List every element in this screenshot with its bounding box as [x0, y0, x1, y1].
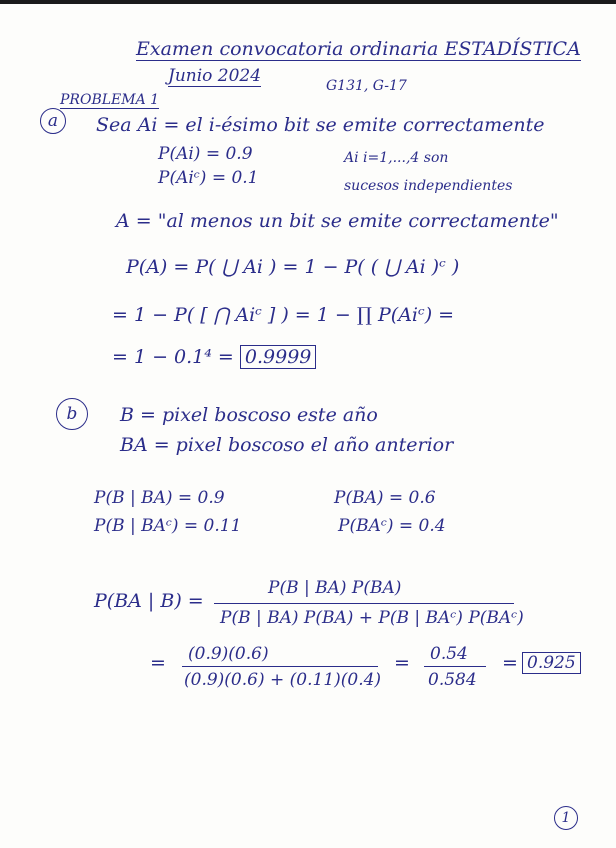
equals-sign-2: = — [394, 652, 410, 674]
event-ba-definition: BA = pixel boscoso el año anterior — [120, 434, 454, 456]
equation-line-3 — [112, 346, 316, 368]
equation-line-2: = 1 − P( [ ⋂ Aiᶜ ] ) = 1 − ∏ P(Aiᶜ) = — [112, 304, 455, 326]
page-number-label: 1 — [561, 810, 571, 826]
exam-date: Junio 2024 — [168, 66, 262, 86]
bayes-lhs: P(BA | B) = — [94, 590, 204, 612]
equation-line-3-text: = 1 − 0.1⁴ = — [112, 346, 234, 368]
independence-note-2: sucesos independientes — [344, 178, 513, 194]
part-a-definition: Sea Ai = el i-ésimo bit se emite correctamente — [96, 114, 545, 136]
bayes-numerator: P(B | BA) P(BA) — [268, 578, 402, 598]
exam-title: Examen convocatoria ordinaria ESTADÍSTICA — [136, 38, 581, 60]
numeric-fraction-bar — [182, 666, 378, 667]
equals-sign-1: = — [150, 652, 166, 674]
simplified-fraction-bar — [424, 666, 486, 667]
numeric-numerator: (0.9)(0.6) — [188, 644, 269, 664]
simplified-numerator: 0.54 — [430, 644, 468, 664]
exam-groups: G131, G-17 — [326, 78, 407, 94]
prob-ba: P(BA) = 0.6 — [334, 488, 436, 508]
event-b-definition: B = pixel boscoso este año — [120, 404, 378, 426]
bayes-fraction-bar — [214, 603, 514, 604]
part-b-result: 0.925 — [522, 652, 581, 674]
prob-b-given-ba-complement: P(B | BAᶜ) = 0.11 — [94, 516, 242, 536]
equals-sign-3: = — [502, 652, 518, 674]
equation-line-1: P(A) = P( ⋃ Ai ) = 1 − P( ( ⋃ Ai )ᶜ ) — [126, 256, 460, 278]
simplified-denominator: 0.584 — [428, 670, 477, 690]
part-a-marker — [40, 108, 66, 134]
part-a-label: a — [47, 111, 59, 131]
problem-heading: PROBLEMA 1 — [60, 92, 160, 108]
event-a-definition: A = "al menos un bit se emite correctamente" — [116, 210, 559, 232]
page-number — [554, 806, 578, 830]
bayes-denominator: P(B | BA) P(BA) + P(B | BAᶜ) P(BAᶜ) — [220, 608, 524, 628]
prob-ai-complement: P(Aiᶜ) = 0.1 — [158, 168, 259, 188]
part-a-result: 0.9999 — [240, 345, 316, 369]
prob-ba-complement: P(BAᶜ) = 0.4 — [338, 516, 446, 536]
prob-b-given-ba: P(B | BA) = 0.9 — [94, 488, 225, 508]
independence-note-1: Ai i=1,...,4 son — [344, 150, 449, 166]
part-b-label: b — [66, 404, 78, 424]
numeric-denominator: (0.9)(0.6) + (0.11)(0.4) — [184, 670, 382, 690]
scan-top-edge — [0, 0, 616, 4]
prob-ai: P(Ai) = 0.9 — [158, 144, 253, 164]
part-b-marker — [56, 398, 88, 430]
